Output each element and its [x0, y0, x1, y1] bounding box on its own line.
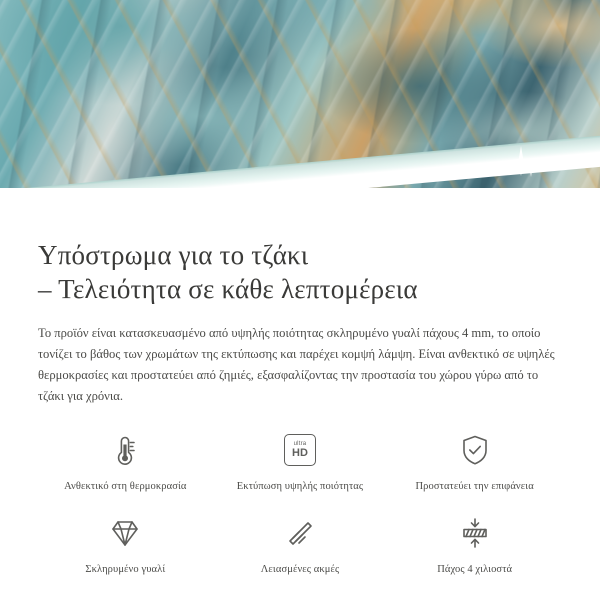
description-paragraph: Το προϊόν είναι κατασκευασμένο από υψηλής ποιότητας σκληρυμένο γυαλί πάχους 4 mm, το οποίο τονίζει το βάθος των χρωμάτων της εκτύπωσης και παρέχει κομψή λάμψη. Είναι ανθεκτικό σε υψηλές θερμοκρασίες και προστατεύει από ζημιές, εξασφαλίζοντας την προστασία του χώρου γύρω από το τζάκι για χρόνια.	[38, 326, 555, 403]
feature-label: Προστατεύει την επιφάνεια	[415, 481, 534, 492]
hero-image	[0, 0, 600, 222]
feature-label: Εκτύπωση υψηλής ποιότητας	[236, 481, 364, 492]
badge-bottom-label: HD	[292, 447, 308, 459]
feature-item-polished-edges	[213, 510, 388, 577]
feature-grid	[38, 427, 562, 577]
feature-item-tempered-glass	[38, 510, 213, 577]
feature-label: Πάχος 4 χιλιοστά	[437, 564, 513, 575]
thickness-gauge-icon	[452, 510, 498, 556]
feature-item-print-quality	[213, 427, 388, 494]
page-title	[38, 238, 562, 306]
ultra-hd-badge-icon	[277, 427, 323, 473]
hero-bottom-mask	[0, 188, 600, 222]
feature-item-thickness	[387, 510, 562, 577]
badge-top-label: ultra	[293, 441, 307, 447]
title-line-2: – Τελειότητα σε κάθε λεπτομέρεια	[38, 274, 418, 304]
thermometer-icon	[102, 427, 148, 473]
content-section	[0, 222, 600, 577]
title-line-1: Υπόστρωμα για το τζάκι	[38, 240, 309, 270]
feature-label: Λειασμένες ακμές	[260, 564, 340, 575]
shield-check-icon	[452, 427, 498, 473]
feature-label: Ανθεκτικό στη θερμοκρασία	[64, 481, 187, 492]
feature-label: Σκληρυμένο γυαλί	[85, 564, 166, 575]
feature-item-temperature	[38, 427, 213, 494]
diamond-icon	[102, 510, 148, 556]
polished-edges-icon	[277, 510, 323, 556]
feature-item-surface-protection	[387, 427, 562, 494]
